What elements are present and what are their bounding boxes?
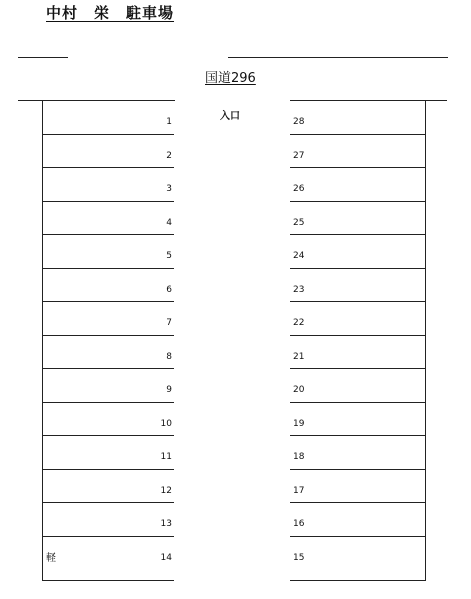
parking-stall-right xyxy=(290,234,425,267)
stall-number: 2 xyxy=(166,150,172,161)
lot-bottom-edge-left xyxy=(42,580,174,581)
road-edge-right xyxy=(228,57,448,58)
parking-stall-left xyxy=(42,201,174,234)
parking-stall-right xyxy=(290,402,425,435)
parking-stall-right xyxy=(290,435,425,468)
parking-stall-left xyxy=(42,469,174,502)
parking-stall-left xyxy=(42,268,174,301)
parking-stall-left xyxy=(42,234,174,267)
stall-number: 26 xyxy=(293,184,305,194)
stall-number: 19 xyxy=(293,418,305,429)
stall-number: 5 xyxy=(166,251,172,261)
parking-stall-right xyxy=(290,335,425,368)
lot-bottom-edge-right xyxy=(290,580,426,581)
parking-stall-right xyxy=(290,502,425,535)
parking-stall-left xyxy=(42,435,174,468)
lot-right-boundary xyxy=(425,100,426,580)
stall-number: 28 xyxy=(293,117,305,127)
parking-stall-right xyxy=(290,134,425,167)
parking-stall-right xyxy=(290,100,425,133)
stall-number: 14 xyxy=(160,552,172,563)
entrance-label: 入口 xyxy=(220,111,240,122)
road-edge-left xyxy=(18,57,68,58)
stall-number: 20 xyxy=(293,385,305,395)
stall-number: 22 xyxy=(293,318,305,328)
parking-stall-right xyxy=(290,201,425,234)
parking-stall-left xyxy=(42,167,174,200)
stall-number: 24 xyxy=(293,251,305,261)
stall-number: 1 xyxy=(166,117,172,127)
parking-stall-right xyxy=(290,536,425,569)
stall-number: 6 xyxy=(166,284,172,295)
parking-stall-left xyxy=(42,100,174,133)
parking-stall-right xyxy=(290,268,425,301)
parking-stall-left xyxy=(42,402,174,435)
stall-number: 4 xyxy=(166,217,172,228)
stall-number: 18 xyxy=(293,452,305,462)
road-label: 国道296 xyxy=(205,71,256,86)
stall-number: 13 xyxy=(160,519,172,529)
stall-number: 15 xyxy=(293,552,305,563)
stall-number: 9 xyxy=(166,385,172,395)
stall-number: 11 xyxy=(160,452,172,462)
stall-number: 3 xyxy=(166,184,172,194)
parking-stall-left xyxy=(42,368,174,401)
stall-number: 25 xyxy=(293,217,305,228)
stall-number: 17 xyxy=(293,485,305,496)
document-title: 中村 栄 駐車場 xyxy=(46,4,175,22)
parking-stall-right xyxy=(290,368,425,401)
stall-number: 7 xyxy=(166,318,172,328)
stall-number: 12 xyxy=(160,485,172,496)
parking-stall-right xyxy=(290,469,425,502)
parking-stall-left xyxy=(42,502,174,535)
stall-number: 8 xyxy=(166,351,172,362)
parking-stall-left xyxy=(42,536,174,569)
parking-stall-left xyxy=(42,301,174,334)
stall-number: 21 xyxy=(293,351,305,362)
stall-number: 16 xyxy=(293,519,305,529)
stall-note: 軽 xyxy=(46,552,56,564)
parking-stall-right xyxy=(290,301,425,334)
parking-stall-right xyxy=(290,167,425,200)
stall-number: 10 xyxy=(160,418,172,429)
parking-stall-left xyxy=(42,335,174,368)
parking-stall-left xyxy=(42,134,174,167)
stall-number: 27 xyxy=(293,150,305,161)
stall-number: 23 xyxy=(293,284,305,295)
